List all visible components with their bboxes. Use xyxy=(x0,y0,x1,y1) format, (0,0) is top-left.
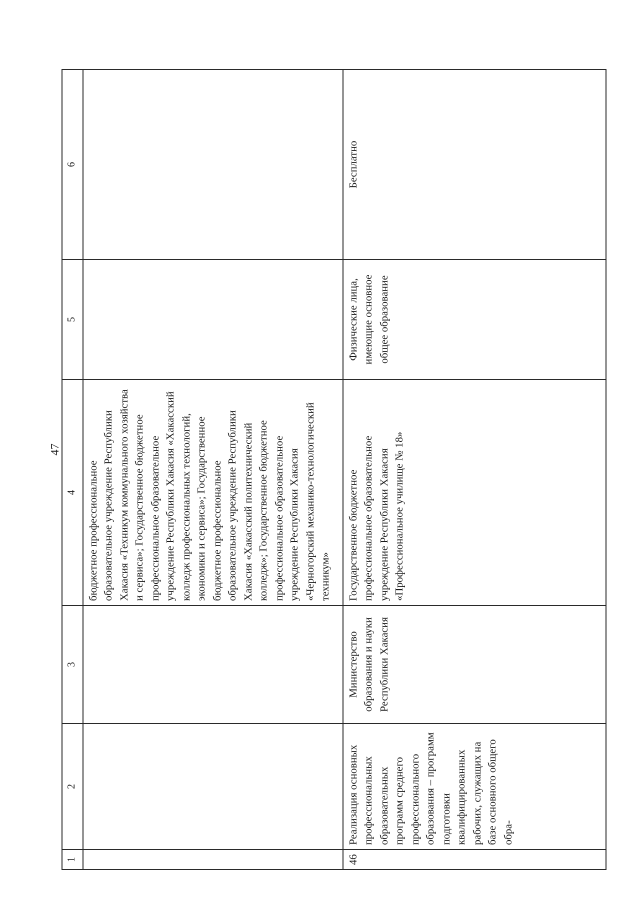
row-number-cell xyxy=(83,850,343,870)
service-name-cell: Реализация основных профессиональных образовательных программ среднего профессионального образования – программ подготовки квалифицированных рабочих, служащих на базе основного общего обра- xyxy=(343,724,607,850)
consumers-cell: Физические лица, имеющие основное общее образование xyxy=(343,260,607,380)
institutions-cell: Государственное бюджетное профессиональное образовательное учреждение Республики Хакасия «Профессиональное училище № 18» xyxy=(343,380,607,606)
rotated-page xyxy=(62,70,607,870)
table-row xyxy=(83,70,343,870)
table-row xyxy=(343,70,607,870)
payment-cell: Бесплатно xyxy=(343,70,607,260)
authority-cell xyxy=(83,606,343,724)
row-number-cell: 46 xyxy=(343,850,607,870)
header-cell-5: 5 xyxy=(62,260,83,380)
header-cell-1: 1 xyxy=(62,850,83,870)
header-cell-2: 2 xyxy=(62,724,83,850)
header-cell-3: 3 xyxy=(62,606,83,724)
authority-cell: Министерство образования и науки Республики Хакасия xyxy=(343,606,607,724)
header-cell-6: 6 xyxy=(62,70,83,260)
consumers-cell xyxy=(83,260,343,380)
service-name-cell xyxy=(83,724,343,850)
institutions-cell: бюджетное профессиональное образовательное учреждение Республики Хакасия «Техникум коммунального хозяйства и сервиса»; Государственное бюджетное профессиональное образовательное учреждение Республики Хакасия «Хакасский колледж профессиональных технологий, экономики и сервиса»; Государственное бюджетное профессиональное образовательное учреждение Республики Хакасия «Хакасский политехнический колледж»; Государственное бюджетное профессиональное образовательное учреждение Республики Хакасия «Черногорский механико-технологический техникум» xyxy=(83,380,343,606)
services-table xyxy=(62,69,607,870)
header-cell-4: 4 xyxy=(62,380,83,606)
page-number: 47 xyxy=(47,443,62,456)
payment-cell xyxy=(83,70,343,260)
table-header-row xyxy=(62,70,83,870)
